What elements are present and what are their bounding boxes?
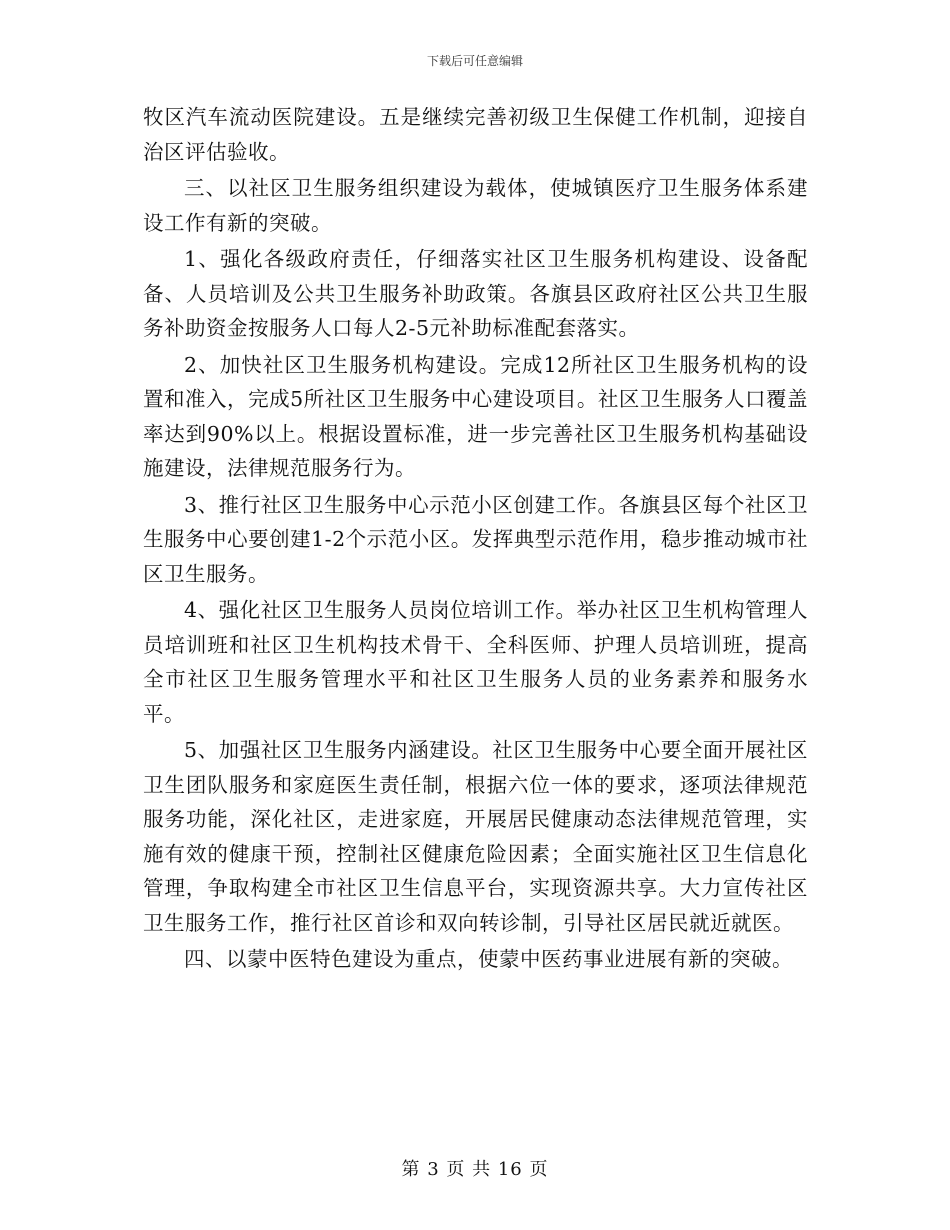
paragraph: 牧区汽车流动医院建设。五是继续完善初级卫生保健工作机制，迎接自治区评估验收。: [143, 105, 808, 164]
section-heading: 三、以社区卫生服务组织建设为载体，使城镇医疗卫生服务体系建设工作有新的突破。: [143, 176, 808, 235]
page-header: 下载后可任意编辑: [426, 54, 523, 68]
paragraph: 5、加强社区卫生服务内涵建设。社区卫生服务中心要全面开展社区卫生团队服务和家庭医生责任制，根据六位一体的要求，逐项法律规范服务功能，深化社区，走进家庭，开展居民健康动态法律规范管理，实施有效的健康干预，控制社区健康危险因素；全面实施社区卫生信息化管理，争取构建全市社区卫生信息平台，实现资源共享。大力宣传社区卫生服务工作，推行社区首诊和双向转诊制，引导社区居民就近就医。: [143, 738, 808, 935]
page-number-footer: 第 3 页 共 16 页: [401, 1159, 549, 1180]
document-body: [143, 100, 808, 979]
section-heading: 四、以蒙中医特色建设为重点，使蒙中医药事业进展有新的突破。: [184, 947, 793, 971]
paragraph: 3、推行社区卫生服务中心示范小区创建工作。各旗县区每个社区卫生服务中心要创建1-2个示范小区。发挥典型示范作用，稳步推动城市社区卫生服务。: [143, 492, 808, 586]
paragraph: 1、强化各级政府责任，仔细落实社区卫生服务机构建设、设备配备、人员培训及公共卫生服务补助政策。各旗县区政府社区公共卫生服务补助资金按服务人口每人2-5元补助标准配套落实。: [143, 247, 808, 340]
paragraph: 4、强化社区卫生服务人员岗位培训工作。举办社区卫生机构管理人员培训班和社区卫生机构技术骨干、全科医师、护理人员培训班，提高全市社区卫生服务管理水平和社区卫生服务人员的业务素养和服务水平。: [143, 598, 808, 726]
paragraph: 2、加快社区卫生服务机构建设。完成12所社区卫生服务机构的设置和准入，完成5所社区卫生服务中心建设项目。社区卫生服务人口覆盖率达到90%以上。根据设置标准，进一步完善社区卫生服务机构基础设施建设，法律规范服务行为。: [143, 352, 808, 480]
